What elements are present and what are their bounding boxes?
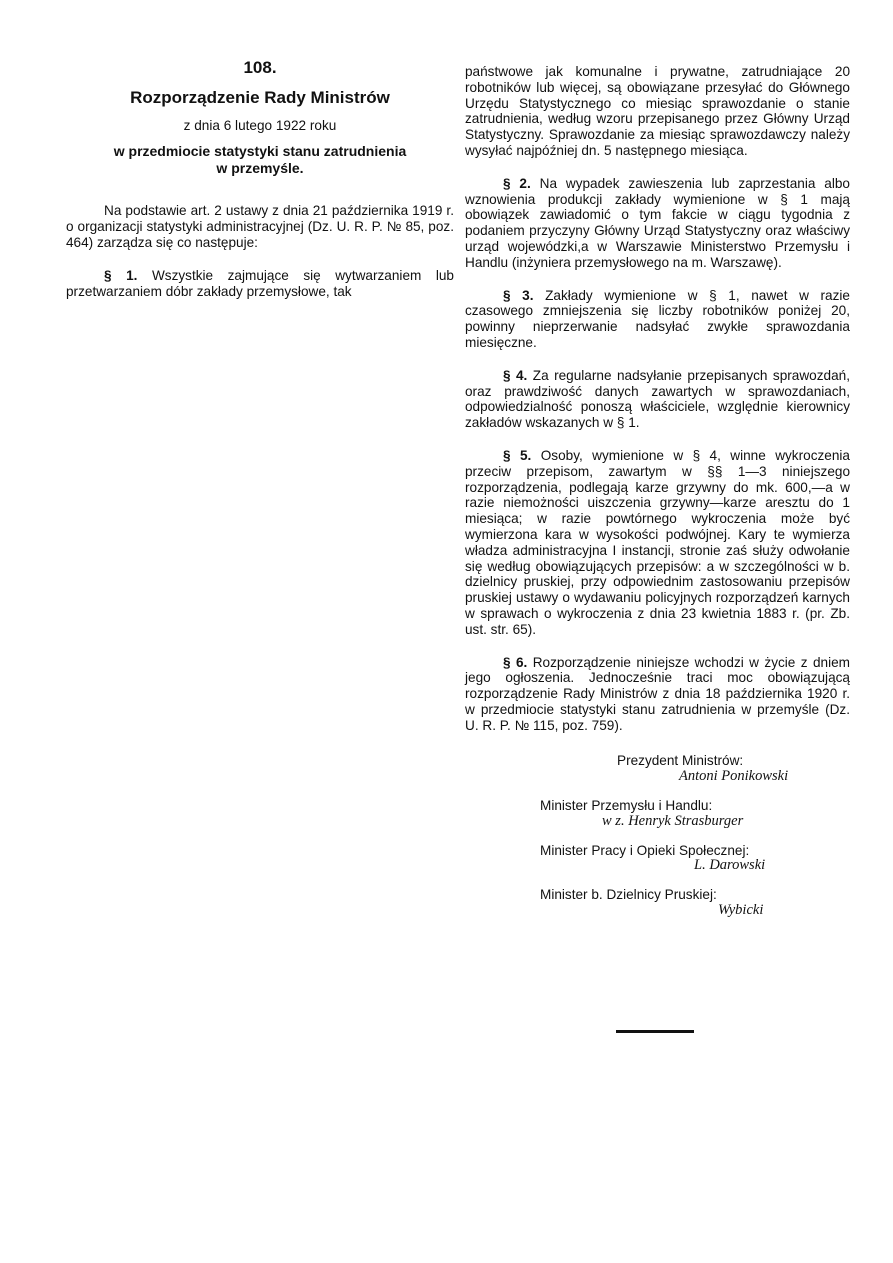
signature-role: Minister b. Dzielnicy Pruskiej: xyxy=(540,887,717,903)
section-2-label: § 2. xyxy=(503,175,531,191)
section-3 xyxy=(465,288,850,351)
section-6-label: § 6. xyxy=(503,654,528,670)
subject-line-2: w przemyśle. xyxy=(216,160,304,177)
section-2-text: Na wypadek zawieszenia lub zaprzestania albo wznowienia produkcji zakłady wymienione w § 1 mają obowiązek zawiadomić o tym fakcie w ciągu tygodnia z podaniem przyczyny Główny Urząd Statystyczny oraz właściwy urząd wojewódzki,a w Warszawie Ministerstwo Przemysłu i Handlu (inżyniera przemysłowego na m. Warszawę). xyxy=(465,175,850,270)
section-6-text: Rozporządzenie niniejsze wchodzi w życie z dniem jego ogłoszenia. Jednocześnie traci moc obowiązującą rozporządzenie Rady Ministrów z dnia 18 października 1920 r. w przedmiocie statystyki stanu zatrudnienia w przemyśle (Dz. U. R. P. № 115, poz. 759). xyxy=(465,654,850,733)
signature-prussian-district-minister xyxy=(540,887,850,919)
signature-prime-minister xyxy=(617,753,850,785)
section-5-label: § 5. xyxy=(503,447,532,463)
signature-labour-minister xyxy=(540,843,850,875)
section-1 xyxy=(66,268,454,300)
signature-name: L. Darowski xyxy=(694,857,766,874)
signature-role: Minister Przemysłu i Handlu: xyxy=(540,798,713,814)
section-4-text: Za regularne nadsyłanie przepisanych sprawozdań, oraz prawdziwość danych zawartych w sprawozdaniach, odpowiedzialność ponoszą właściciele, względnie kierownicy zakładów wskazanych w § 1. xyxy=(465,367,850,431)
section-2 xyxy=(465,176,850,271)
section-5-text: Osoby, wymienione w § 4, winne wykroczenia przeciw przepisom, zawartym w §§ 1—3 niniejszego rozporządzenia, podlegają karze grzywny do mk. 600,—a w razie niemożności uiszczenia grzywny—karze aresztu do 1 miesiąca; w razie powtórnego wykroczenia może być wymierzona kara w wysokości podwójnej. Kary te wymierza władza administracyjna I instancji, stronie zaś służy odwołanie się według obowiązujących przepisów: a w szczególności w b. dzielnicy pruskiej, przy odpowiednim zastosowaniu przepisów pruskiej ustawy o wydawaniu policyjnych rozporządzeń karnych w sprawach o wykroczenia z dnia 23 kwietnia 1883 r. (pr. Zb. ust. str. 65). xyxy=(465,447,850,637)
preamble: Na podstawie art. 2 ustawy z dnia 21 października 1919 r. o organizacji statystyki administracyjnej (Dz. U. R. P. № 85, poz. 464) zarządza się co następuje: xyxy=(66,203,454,250)
section-1-label: § 1. xyxy=(104,267,138,283)
section-4-label: § 4. xyxy=(503,367,528,383)
signatures xyxy=(465,753,850,918)
regulation-subject xyxy=(66,143,454,177)
section-3-text: Zakłady wymienione w § 1, nawet w razie czasowego zmniejszenia się liczby robotników poniżej 20, powinny nieprzerwanie nadsyłać zwykłe sprawozdania miesięczne. xyxy=(465,287,850,350)
signature-name: Wybicki xyxy=(718,902,764,919)
section-1-text: Wszystkie zajmujące się wytwarzaniem lub przetwarzaniem dóbr zakłady przemysłowe, tak xyxy=(66,267,454,299)
signature-role: Prezydent Ministrów: xyxy=(617,753,744,769)
signature-role: Minister Pracy i Opieki Społecznej: xyxy=(540,842,750,858)
signature-name: Antoni Ponikowski xyxy=(679,768,789,785)
left-column xyxy=(66,60,454,299)
section-3-label: § 3. xyxy=(503,287,534,303)
section-5 xyxy=(465,448,850,638)
signature-industry-minister xyxy=(540,798,850,830)
section-6 xyxy=(465,655,850,734)
subject-line-1: w przedmiocie statystyki stanu zatrudnienia xyxy=(113,143,407,160)
regulation-date: z dnia 6 lutego 1922 roku xyxy=(183,117,337,133)
right-column xyxy=(465,64,850,932)
regulation-title: Rozporządzenie Rady Ministrów xyxy=(130,87,390,107)
section-1-continued: państwowe jak komunalne i prywatne, zatrudniające 20 robotników lub więcej, są obowiązane przesyłać do Głównego Urzędu Statystycznego co miesiąc sprawozdanie o stanie zatrudnienia, według wzoru przepisanego przez Główny Urząd Statystyczny. Sprawozdanie za miesiąc sprawozdawczy należy wysyłać najpóźniej dn. 5 następnego miesiąca. xyxy=(465,64,850,158)
signature-name: w z. Henryk Strasburger xyxy=(602,812,744,829)
regulation-number: 108. xyxy=(243,58,277,77)
end-rule-divider xyxy=(616,1030,694,1033)
section-4 xyxy=(465,368,850,431)
